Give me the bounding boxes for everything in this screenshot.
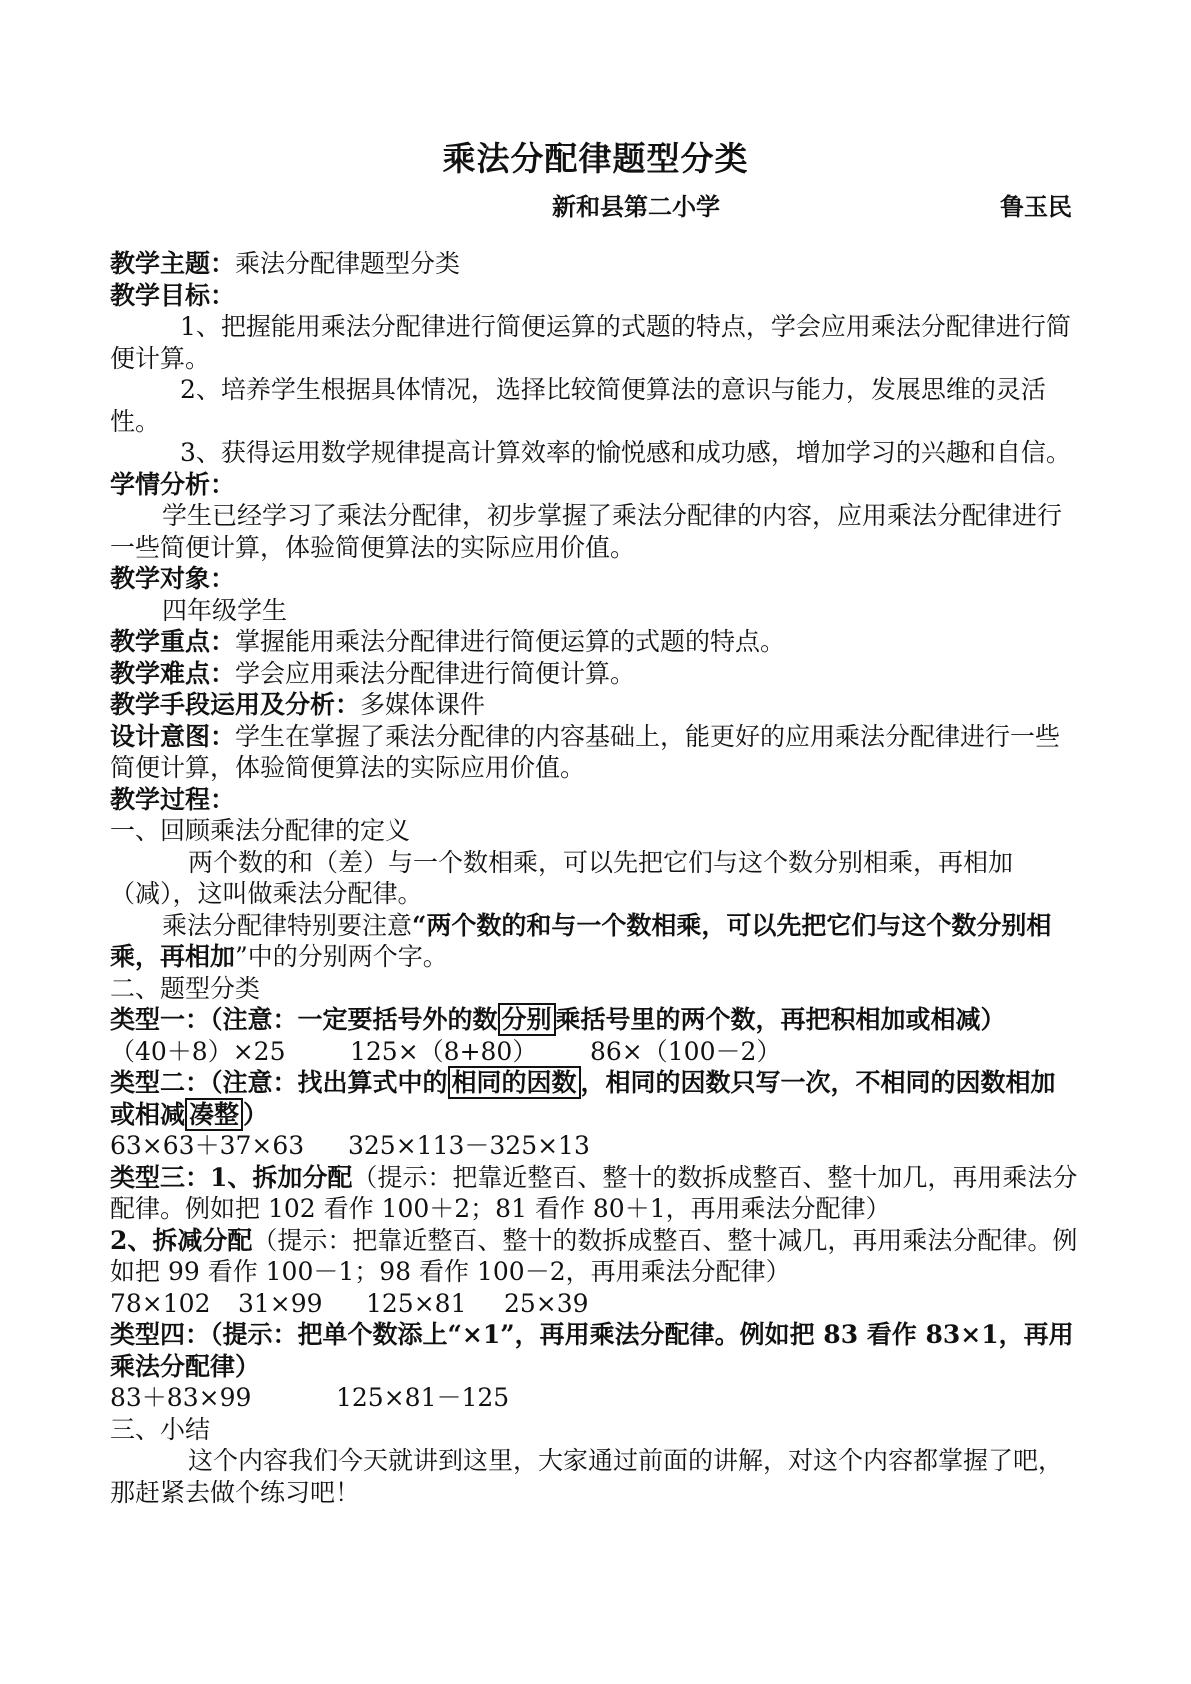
school-name: 新和县第二小学 — [552, 192, 720, 221]
type2-expr-2: 325×113－325×13 — [348, 1131, 590, 1160]
section1-note-post: ”中的分别两个字。 — [235, 942, 448, 971]
goal-item-1: 1、把握能用乘法分配律进行简便运算的式题的特点，学会应用乘法分配律进行简便计算。 — [110, 312, 1071, 373]
section2-heading: 二、题型分类 — [110, 973, 261, 1003]
type1-pre: 类型一：（注意：一定要括号外的数 — [110, 1005, 498, 1034]
type2-pre: 类型二：（注意：找出算式中的 — [110, 1068, 448, 1097]
goal-item-3: 3、获得运用数学规律提高计算效率的愉悦感和成功感，增加学习的兴趣和自信。 — [180, 438, 1071, 467]
type1-heading — [110, 1004, 1080, 1036]
type4-expr-1: 83＋83×99 — [110, 1383, 252, 1412]
type1-exercises — [110, 1036, 1080, 1068]
analysis-text: 学生已经学习了乘法分配律，初步掌握了乘法分配律的内容，应用乘法分配律进行一些简便计算，体验简便算法的实际应用价值。 — [110, 501, 1063, 562]
type2-post: ） — [243, 1099, 269, 1129]
type2-expr-1: 63×63＋37×63 — [110, 1131, 305, 1160]
type2-heading — [110, 1067, 1080, 1130]
key-point-label: 教学重点： — [110, 627, 236, 656]
theme-label: 教学主题： — [110, 249, 236, 278]
type3-exercises — [110, 1288, 1080, 1320]
difficulty-line — [110, 658, 1080, 690]
type3-text-2: （提示：把靠近整百、整十的数拆成整百、整十减几，再用乘法分配律。例如把 99 看作 100－1；98 看作 100－2，再用乘法分配律） — [110, 1225, 1078, 1286]
section3-text: 这个内容我们今天就讲到这里，大家通过前面的讲解，对这个内容都掌握了吧，那赶紧去做个练习吧！ — [110, 1446, 1064, 1507]
type4-heading: 类型四：（提示：把单个数添上“×1”，再用乘法分配律。例如把 83 看作 83×1，再用乘法分配律） — [110, 1320, 1074, 1381]
type4-exercises — [110, 1382, 1080, 1414]
section1-note-bold: “两个数的和与一个数相乘，可以先把它们与这个数分别相乘，再相加 — [110, 910, 1052, 971]
document-body — [110, 248, 1080, 1508]
type2-box-2: 凑整 — [185, 1098, 243, 1131]
type1-expr-3: 86×（100－2） — [590, 1036, 782, 1066]
type3-part1 — [110, 1162, 1080, 1225]
type3-text-1: （提示：把靠近整百、整十的数拆成整百、整十加几，再用乘法分配律。例如把 102 看作 100＋2；81 看作 80＋1，再用乘法分配律） — [110, 1162, 1078, 1223]
target-text: 四年级学生 — [162, 595, 288, 625]
difficulty-text: 学会应用乘法分配律进行简便计算。 — [235, 658, 636, 688]
goals-label: 教学目标： — [110, 280, 236, 310]
type2-exercises — [110, 1130, 1080, 1162]
intent-line — [110, 721, 1080, 784]
type3-expr-4: 25×39 — [504, 1288, 589, 1318]
type3-label-1: 类型三：1、拆加分配 — [110, 1162, 353, 1192]
goal-item-2: 2、培养学生根据具体情况，选择比较简便算法的意识与能力，发展思维的灵活性。 — [110, 375, 1046, 436]
type1-expr-1: （40＋8）×25 — [110, 1036, 286, 1066]
means-label: 教学手段运用及分析： — [110, 690, 361, 719]
difficulty-label: 教学难点： — [110, 658, 236, 688]
type3-expr-1: 78×102 — [110, 1288, 211, 1318]
author-name: 鲁玉民 — [1000, 192, 1072, 221]
intent-text: 学生在掌握了乘法分配律的内容基础上，能更好的应用乘法分配律进行一些简便计算，体验简便算法的实际应用价值。 — [110, 721, 1061, 782]
analysis-label: 学情分析： — [110, 469, 236, 499]
type1-post: 乘括号里的两个数，再把积相加或相减） — [555, 1005, 1006, 1034]
type4-expr-2: 125×81－125 — [336, 1383, 510, 1412]
section3-heading: 三、小结 — [110, 1414, 211, 1444]
theme-line — [110, 248, 1080, 280]
means-line — [110, 689, 1080, 721]
section1-definition: 两个数的和（差）与一个数相乘，可以先把它们与这个数分别相乘，再相加（减），这叫做乘法分配律。 — [110, 847, 1014, 908]
section1-heading: 一、回顾乘法分配律的定义 — [110, 816, 411, 845]
type2-box-1: 相同的因数 — [448, 1066, 581, 1099]
type2-mid: ，相同的因数只写一次，不相同的因数相加或相减 — [110, 1068, 1056, 1129]
type3-expr-2: 31×99 — [238, 1288, 323, 1318]
theme-text: 乘法分配律题型分类 — [235, 249, 461, 278]
section1-note-pre: 乘法分配律特别要注意 — [162, 910, 413, 940]
key-point-text: 掌握能用乘法分配律进行简便运算的式题的特点。 — [235, 627, 786, 656]
target-label: 教学对象： — [110, 564, 236, 593]
section1-note — [110, 910, 1080, 973]
process-label: 教学过程： — [110, 784, 236, 814]
intent-label: 设计意图： — [110, 721, 236, 751]
type3-expr-3: 125×81 — [366, 1288, 467, 1318]
type1-expr-2: 125×（8+80） — [350, 1036, 538, 1066]
means-text: 多媒体课件 — [360, 690, 486, 719]
type3-part2 — [110, 1225, 1080, 1288]
key-point-line — [110, 626, 1080, 658]
page-title: 乘法分配律题型分类 — [442, 139, 749, 178]
type3-label-2: 2、拆减分配 — [110, 1225, 253, 1255]
type1-box: 分别 — [498, 1003, 556, 1036]
